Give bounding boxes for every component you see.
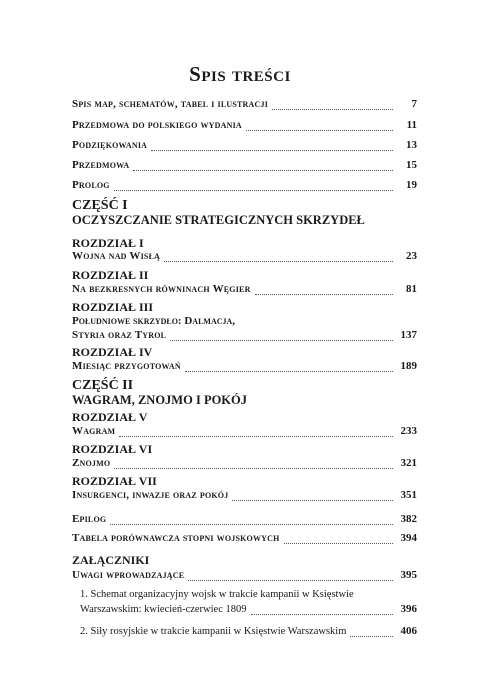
chapter-3-title-line1: Południowe skrzydło: Dalmacja, (72, 315, 236, 327)
toc-entry-page: 395 (400, 569, 417, 581)
toc-entry-label: 2. Siły rosyjskie w trakcie kampanii w Księstwie Warszawskim (80, 626, 347, 637)
toc-entry-maps[interactable] (72, 98, 417, 114)
toc-entry-label: Prolog (72, 179, 110, 191)
chapter-1-heading: ROZDZIAŁ I (72, 236, 144, 250)
toc-entry-page: 189 (400, 360, 417, 372)
leader-dots (185, 370, 393, 372)
leader-dots (232, 499, 393, 501)
toc-entry-thanks[interactable] (72, 139, 417, 155)
leader-dots (114, 467, 393, 469)
leader-dots (284, 542, 393, 544)
toc-entry-chapter-7[interactable] (72, 489, 417, 505)
toc-entry-label: Styria oraz Tyrol (72, 329, 167, 341)
toc-entry-chapter-3[interactable] (72, 329, 417, 345)
toc-entry-preface[interactable] (72, 159, 417, 175)
toc-entry-appendix-1[interactable] (80, 603, 417, 619)
leader-dots (170, 339, 393, 341)
toc-entry-page: 11 (406, 119, 417, 131)
toc-entry-chapter-6[interactable] (72, 457, 417, 473)
toc-entry-page: 13 (406, 139, 417, 151)
leader-dots (119, 435, 393, 437)
leader-dots (110, 523, 393, 525)
toc-entry-epilogue[interactable] (72, 513, 417, 529)
toc-entry-label: Tabela porównawcza stopni wojskowych (72, 532, 280, 544)
toc-entry-page: 23 (406, 250, 417, 262)
toc-entry-appendix-intro[interactable] (72, 569, 417, 585)
toc-entry-page: 19 (406, 179, 417, 191)
toc-entry-prologue[interactable] (72, 179, 417, 195)
toc-entry-page: 351 (400, 489, 417, 501)
toc-entry-chapter-1[interactable] (72, 250, 417, 266)
part-1-heading: CZĘŚĆ I (72, 198, 128, 213)
toc-entry-page: 321 (400, 457, 417, 469)
toc-entry-appendix-2[interactable] (80, 625, 417, 641)
toc-entry-label: Na bezkresnych równinach Węgier (72, 283, 251, 295)
toc-entry-page: 137 (400, 329, 417, 341)
toc-entry-page: 233 (400, 425, 417, 437)
part-2-subtitle: WAGRAM, ZNOJMO I POKÓJ (72, 393, 247, 407)
leader-dots (133, 169, 393, 171)
page-title: Spis treści (189, 62, 291, 86)
toc-entry-ranks[interactable] (72, 532, 417, 548)
toc-entry-label: Miesiąc przygotowań (72, 360, 181, 372)
toc-entry-label: Insurgenci, inwazje oraz pokój (72, 489, 229, 501)
chapter-6-heading: ROZDZIAŁ VI (72, 442, 153, 456)
toc-entry-page: 394 (400, 532, 417, 544)
chapter-7-heading: ROZDZIAŁ VII (72, 474, 157, 488)
toc-entry-chapter-2[interactable] (72, 283, 417, 299)
leader-dots (151, 149, 393, 151)
leader-dots (164, 260, 393, 262)
toc-entry-chapter-5[interactable] (72, 425, 417, 441)
chapter-2-heading: ROZDZIAŁ II (72, 268, 149, 282)
toc-entry-label: Warszawskim: kwiecień-czerwiec 1809 (80, 604, 247, 615)
toc-entry-label: Uwagi wprowadzające (72, 569, 185, 581)
toc-entry-label: Znojmo (72, 457, 111, 469)
leader-dots (246, 129, 393, 131)
toc-entry-chapter-4[interactable] (72, 360, 417, 376)
toc-entry-page: 7 (411, 98, 417, 110)
toc-entry-page: 382 (400, 513, 417, 525)
toc-entry-label: Podziękowania (72, 139, 148, 151)
appendix-heading: ZAŁĄCZNIKI (72, 553, 150, 567)
toc-entry-label: Wagram (72, 425, 116, 437)
toc-entry-page: 81 (406, 283, 417, 295)
toc-entry-page: 15 (406, 159, 417, 171)
toc-entry-label: Spis map, schematów, tabel i ilustracji (72, 98, 269, 110)
leader-dots (350, 635, 393, 637)
toc-entry-preface-pl[interactable] (72, 119, 417, 135)
toc-entry-page: 406 (400, 625, 417, 637)
appendix-1-line1: 1. Schemat organizacyjny wojsk w trakcie kampanii w Księstwie (80, 589, 354, 600)
chapter-3-heading: ROZDZIAŁ III (72, 300, 154, 314)
part-2-heading: CZĘŚĆ II (72, 378, 134, 393)
leader-dots (255, 293, 393, 295)
toc-entry-label: Wojna nad Wisłą (72, 250, 161, 262)
toc-entry-label: Przedmowa (72, 159, 130, 171)
leader-dots (114, 189, 393, 191)
part-1-subtitle: OCZYSZCZANIE STRATEGICZNYCH SKRZYDEŁ (72, 213, 365, 227)
leader-dots (251, 613, 394, 615)
toc-entry-label: Przedmowa do polskiego wydania (72, 119, 242, 131)
toc-entry-page: 396 (400, 603, 417, 615)
chapter-4-heading: ROZDZIAŁ IV (72, 345, 153, 359)
leader-dots (272, 108, 393, 110)
chapter-5-heading: ROZDZIAŁ V (72, 410, 148, 424)
leader-dots (188, 579, 393, 581)
toc-entry-label: Epilog (72, 513, 107, 525)
